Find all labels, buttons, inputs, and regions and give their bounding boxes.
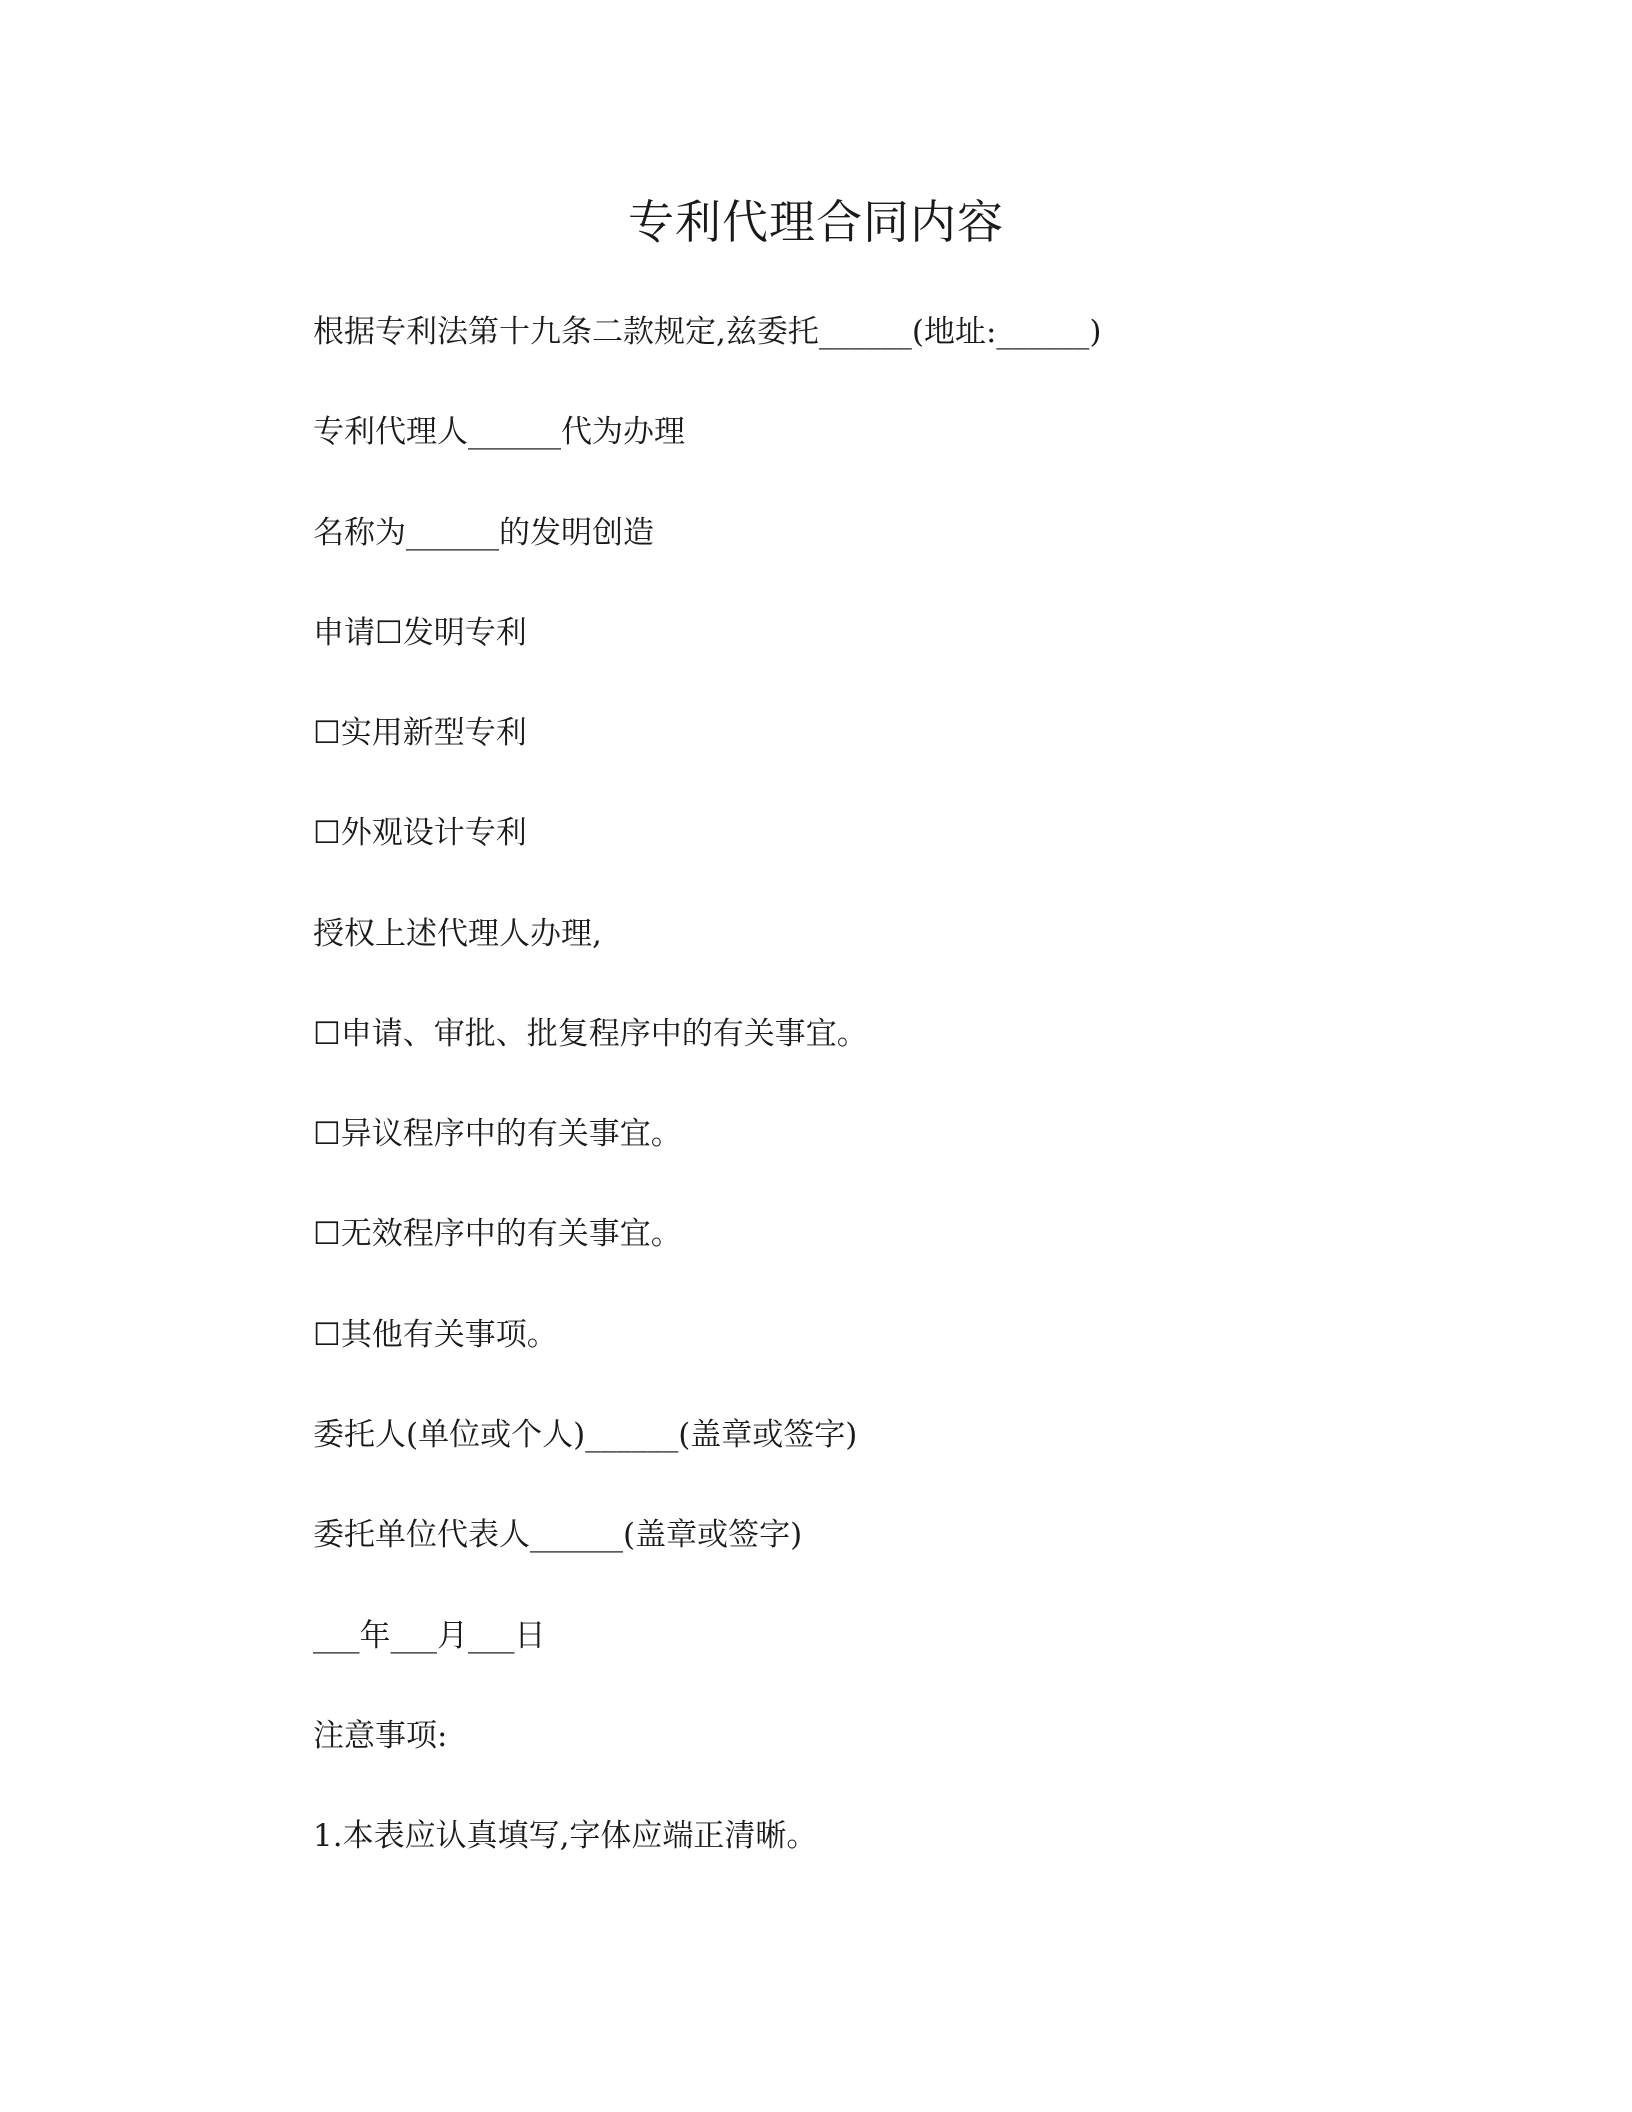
date-line: ___年___月___日 (313, 1618, 546, 1654)
option-opposition-matters: ☐异议程序中的有关事宜。 (313, 1116, 682, 1152)
notes-heading: 注意事项: (313, 1718, 448, 1754)
document-title: 专利代理合同内容 (628, 195, 1004, 249)
option-design-patent: ☐外观设计专利 (313, 815, 527, 851)
option-invalidation-matters: ☐无效程序中的有关事宜。 (313, 1216, 682, 1252)
clause-entrust-basis: 根据专利法第十九条二款规定,兹委托______(地址:______) (313, 314, 1102, 350)
clause-authorization: 授权上述代理人办理, (313, 916, 602, 952)
signature-principal: 委托人(单位或个人)______(盖章或签字) (313, 1417, 858, 1453)
option-invention-patent: 申请☐发明专利 (313, 615, 527, 651)
clause-patent-agent: 专利代理人______代为办理 (313, 414, 685, 450)
signature-representative: 委托单位代表人______(盖章或签字) (313, 1517, 803, 1553)
note-item-1: 1.本表应认真填写,字体应端正清晰。 (313, 1818, 818, 1854)
clause-invention-name: 名称为______的发明创造 (313, 515, 654, 551)
option-application-matters: ☐申请、审批、批复程序中的有关事宜。 (313, 1016, 868, 1052)
option-utility-model: ☐实用新型专利 (313, 715, 527, 751)
option-other-matters: ☐其他有关事项。 (313, 1317, 558, 1353)
